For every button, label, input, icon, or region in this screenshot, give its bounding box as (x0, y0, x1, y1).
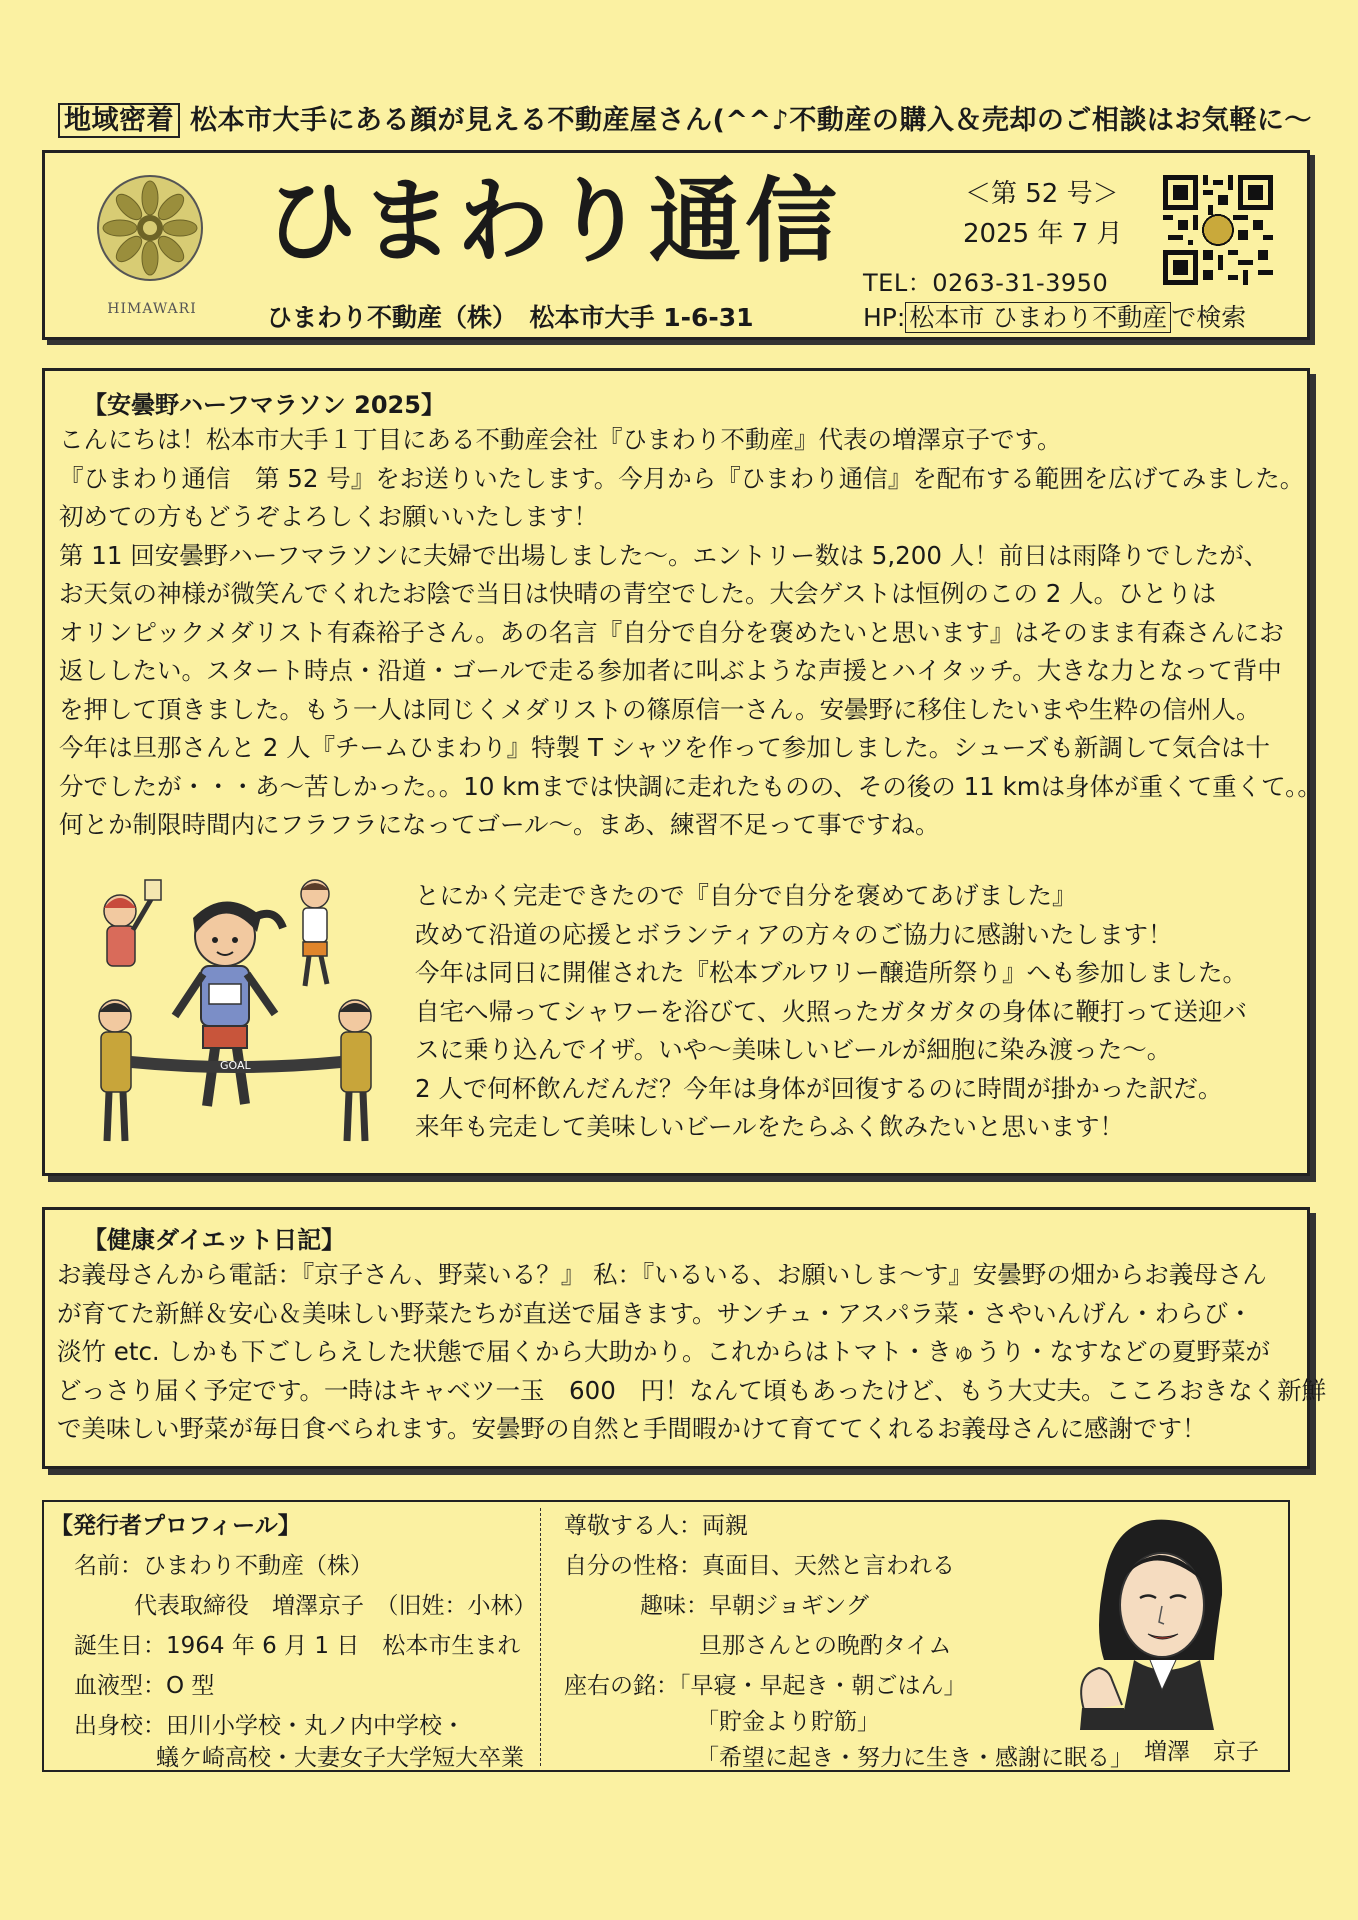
goal-label: GOAL (220, 1059, 251, 1072)
marathon-goal-illustration (75, 866, 395, 1156)
profile-respected: 尊敬する人：両親 (564, 1513, 748, 1539)
profile-blood-type: 血液型：O 型 (74, 1673, 215, 1699)
profile-divider (540, 1508, 541, 1766)
profile-motto-3: 「希望に起き・努力に生き・感謝に眠る」 (696, 1745, 1133, 1771)
marathon-line: 今年は同日に開催された『松本ブルワリー醸造所祭り』へも参加しました。 (415, 958, 1248, 987)
diet-line: が育てた新鮮＆安心＆美味しい野菜たちが直送で届きます。サンチュ・アスパラ菜・さやいんげん・わらび・ (57, 1298, 1253, 1328)
marathon-line: 改めて沿道の応援とボランティアの方々のご協力に感謝いたします！ (415, 919, 1173, 949)
marathon-line: スに乗り込んでイザ。いや～美味しいビールが細胞に染み渡った～。 (415, 1035, 1172, 1064)
logo-text: HIMAWARI (107, 301, 197, 317)
tagline-tag: 地域密着 (58, 103, 180, 138)
marathon-line: 返ししたい。スタート時点・沿道・ゴールで走る参加者に叫ぶような声援とハイタッチ。大きな力となって背中 (59, 656, 1282, 685)
company-address: ひまわり不動産（株） 松本市大手 1-6-31 (267, 303, 754, 332)
profile-hobby: 趣味：早朝ジョギング (640, 1593, 869, 1619)
profile-representative: 代表取締役 増澤京子 （旧姓：小林） (134, 1593, 537, 1619)
profile-schools: 出身校：田川小学校・丸ノ内中学校・ (74, 1713, 465, 1739)
marathon-line: お天気の神様が微笑んでくれたお陰で当日は快晴の青空でした。大会ゲストは恒例のこの 2 人。ひとりは (59, 579, 1217, 608)
marathon-line: こんにちは！松本市大手１丁目にある不動産会社『ひまわり不動産』代表の増澤京子です。 (59, 425, 1062, 454)
marathon-line: 2 人で何杯飲んだんだ？今年は身体が回復するのに時間が掛かった訳だ。 (415, 1073, 1223, 1103)
background-runner-icon (301, 880, 329, 986)
diet-title: 【健康ダイエット日記】 (83, 1226, 346, 1254)
portrait-icon (1064, 1510, 1249, 1730)
sunflower-logo-icon (95, 173, 205, 283)
qr-code-icon[interactable] (1163, 175, 1273, 285)
profile-personality: 自分の性格：真面目、天然と言われる (564, 1553, 955, 1579)
marathon-line: オリンピックメダリスト有森裕子さん。あの名言『自分で自分を褒めたいと思います』はそのまま有森さんにお (59, 617, 1284, 647)
profile-title: 【発行者プロフィール】 (50, 1513, 301, 1539)
marathon-line: 分でしたが・・・あ～苦しかった。。10 kmまでは快調に走れたものの、その後の 11 kmは身体が重くて重くて。。 (59, 771, 1322, 801)
masthead (42, 150, 1310, 340)
diet-line: で美味しい野菜が毎日食べられます。安曇野の自然と手間暇かけて育ててくれるお義母さんに感謝です！ (57, 1414, 1207, 1443)
main-runner-icon (175, 901, 283, 1106)
hp-label: HP: (863, 303, 906, 332)
diet-line: お義母さんから電話：『京子さん、野菜いる？』 私：『いるいる、お願いしま～す』安曇野の畑からお義母さん (57, 1260, 1267, 1289)
telephone: TEL：0263-31-3950 (863, 269, 1109, 297)
publisher-profile (42, 1500, 1290, 1772)
profile-motto: 座右の銘：「早寝・早起き・朝ごはん」 (564, 1673, 967, 1699)
marathon-line: とにかく完走できたので『自分で自分を褒めてあげました』 (415, 881, 1077, 910)
newsletter-title: ひまわり通信 (265, 168, 842, 275)
homepage-search (863, 298, 1246, 334)
marathon-body (59, 421, 1322, 845)
issue-date: 2025 年 7 月 (963, 219, 1123, 249)
profile-birthday: 誕生日：1964 年 6 月 1 日 松本市生まれ (74, 1633, 521, 1659)
marathon-line: 自宅へ帰ってシャワーを浴びて、火照ったガタガタの身体に鞭打って送迎バ (415, 996, 1248, 1026)
diet-body (57, 1256, 1326, 1449)
tagline (58, 98, 1312, 137)
marathon-line: 『ひまわり通信 第 52 号』をお送りいたします。今月から『ひまわり通信』を配布する範囲を広げてみました。 (59, 463, 1305, 493)
marathon-line: 何とか制限時間内にフラフラになってゴール～。まあ、練習不足って事ですね。 (59, 810, 940, 839)
profile-hobby-cont: 旦那さんとの晩酌タイム (699, 1633, 952, 1659)
tagline-text: 松本市大手にある顔が見える不動産屋さん(^^♪不動産の購入＆売却のご相談はお気軽に～ (190, 105, 1312, 136)
marathon-title: 【安曇野ハーフマラソン 2025】 (83, 391, 445, 419)
ribbon-holder-right-icon (339, 1000, 371, 1141)
marathon-line: 今年は旦那さんと 2 人『チームひまわり』特製 T シャツを作って参加しました。シューズも新調して気合は十 (59, 733, 1270, 762)
profile-motto-2: 「貯金より貯筋」 (696, 1709, 880, 1735)
marathon-line: を押して頂きました。もう一人は同じくメダリストの篠原信一さん。安曇野に移住したいまや生粋の信州人。 (59, 694, 1261, 724)
issue-number: ＜第 52 号＞ (965, 179, 1119, 209)
diet-diary-article (42, 1207, 1327, 1469)
marathon-article (42, 368, 1322, 1176)
marathon-line: 初めての方もどうぞよろしくお願いいたします！ (59, 502, 598, 531)
profile-name: 名前：ひまわり不動産（株） (74, 1553, 373, 1579)
marathon-line: 来年も完走して美味しいビールをたらふく飲みたいと思います！ (415, 1112, 1125, 1141)
diet-line: どっさり届く予定です。一時はキャベツ一玉 600 円！なんて頃もあったけど、もう大丈夫。こころおきなく新鮮 (57, 1375, 1327, 1405)
hp-suffix: で検索 (1171, 303, 1247, 332)
marathon-body-continued (415, 877, 1247, 1147)
profile-schools-cont: 蟻ケ崎高校・大妻女子大学短大卒業 (156, 1745, 524, 1771)
cheering-person-icon (104, 880, 161, 966)
marathon-line: 第 11 回安曇野ハーフマラソンに夫婦で出場しました～。エントリー数は 5,200 人！前日は雨降りでしたが、 (59, 540, 1269, 570)
profile-signature: 増澤 京子 (1144, 1739, 1259, 1765)
ribbon-holder-left-icon (99, 1000, 131, 1141)
diet-line: 淡竹 etc. しかも下ごしらえした状態で届くから大助かり。これからはトマト・きゅうり・なすなどの夏野菜が (57, 1337, 1271, 1366)
hp-search-term: 松本市 ひまわり不動産 (905, 302, 1171, 333)
